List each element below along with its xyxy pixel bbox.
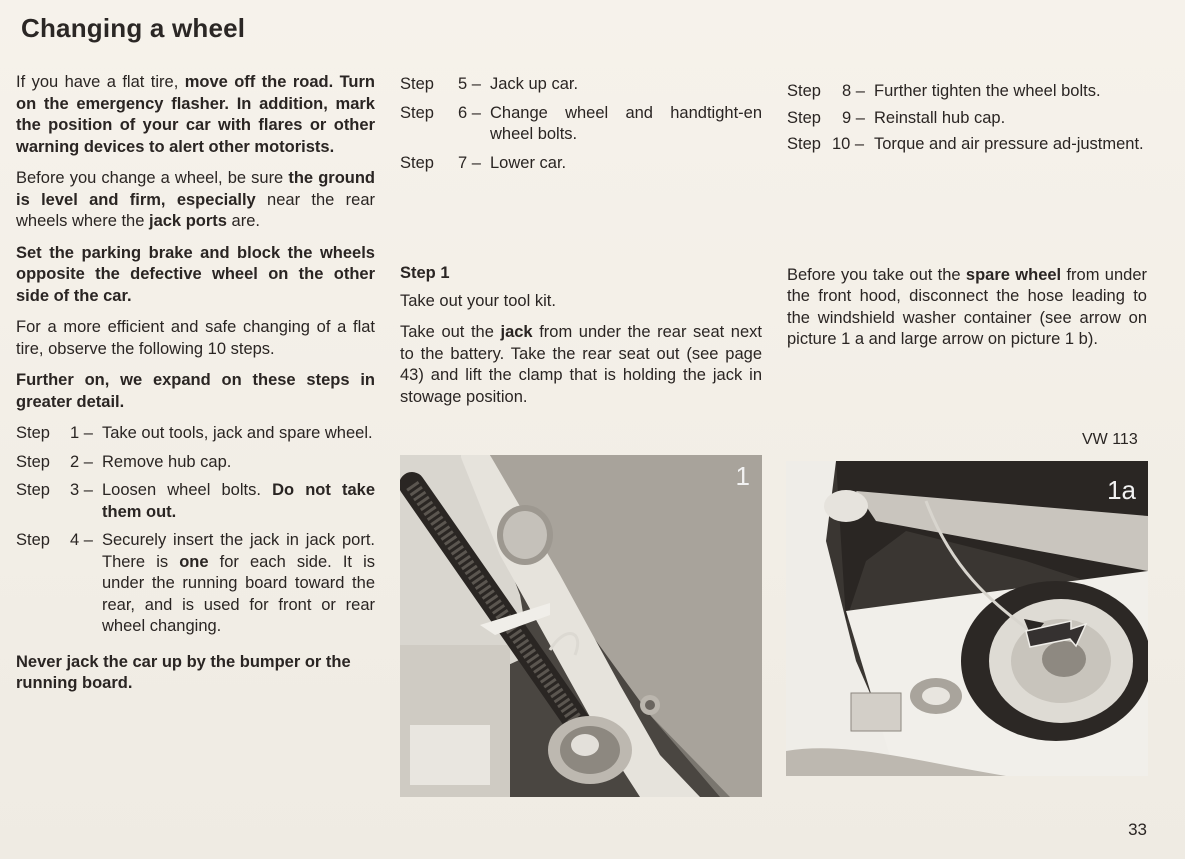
spare-text-1: Before you take out the	[787, 265, 966, 284]
step-text: Remove hub cap.	[102, 452, 232, 471]
middle-column	[400, 74, 762, 418]
step-label: Step	[16, 481, 50, 499]
step-number: 10 –	[832, 135, 865, 153]
jack-photo-illustration	[400, 455, 762, 797]
step-1-heading: Step 1	[400, 264, 450, 282]
step-text: Take out tools, jack and spare wheel.	[102, 424, 373, 442]
step-10-row	[787, 134, 1147, 156]
step-number: 8 –	[842, 82, 865, 100]
step-text: Reinstall hub cap.	[874, 108, 1006, 127]
ground-bold-2: jack ports	[149, 212, 227, 230]
ground-text-3: are.	[226, 212, 260, 230]
step-label: Step	[16, 452, 50, 471]
step-label: Step	[400, 103, 434, 122]
step-number: 5 –	[458, 75, 481, 93]
step-label: Step	[400, 75, 434, 93]
page-number: 33	[1128, 820, 1147, 839]
spare-text-2: from under the front hood, disconnect the hose leading to the windshield washer container (see arrow on picture 1 a and large arrow on picture 1 b).	[787, 265, 1147, 348]
parking-brake-bold: Set the parking brake and block the wheels opposite the defective wheel on the other side of the car.	[16, 243, 375, 305]
step-number: 6 –	[458, 103, 481, 122]
spare-wheel-paragraph	[787, 265, 1147, 351]
jack-paragraph	[400, 322, 762, 408]
photo-spare-wheel	[786, 461, 1148, 776]
page-title: Changing a wheel	[21, 13, 246, 43]
figure-1-label: 1	[735, 461, 750, 491]
step-number: 4 –	[70, 531, 93, 549]
photo-jack-stowage	[400, 455, 762, 797]
expand-bold: Further on, we expand on these steps in greater detail.	[16, 371, 375, 411]
step-text-plain: Securely insert the jack in jack port. There is	[102, 531, 375, 571]
parking-brake-paragraph	[16, 243, 375, 308]
step-label: Step	[400, 153, 434, 172]
ground-text-2: near the rear wheels where the	[16, 190, 376, 230]
tool-kit-paragraph: Take out your tool kit.	[400, 291, 556, 310]
step-text: Torque and air pressure ad-justment.	[874, 135, 1144, 153]
figure-code: VW 113	[1082, 431, 1138, 448]
step-8-row	[787, 81, 1147, 103]
step-text: Lower car.	[490, 153, 567, 172]
step-text: Further tighten the wheel bolts.	[874, 82, 1101, 100]
intro-text: If you have a flat tire,	[16, 73, 185, 91]
step-number: 3 –	[70, 481, 93, 499]
ground-paragraph	[16, 168, 375, 233]
ground-bold-1: the ground is level and firm, especially	[16, 169, 376, 209]
step-text-plain: Loosen wheel bolts.	[102, 481, 273, 499]
jack-bold: jack	[500, 323, 533, 341]
step-9-row	[787, 108, 1147, 130]
step-2-row	[16, 452, 375, 474]
step-label: Step	[787, 108, 821, 127]
ground-text-1: Before you change a wheel, be sure	[16, 169, 289, 187]
intro-bold: move off the road. Turn on the emergency flasher. In addition, mark the position of your car with flares or other warning devices to alert other motorists.	[16, 73, 376, 156]
step-label: Step	[16, 531, 50, 549]
right-column	[787, 81, 1147, 361]
left-column	[16, 72, 375, 705]
figure-1a-label: 1a	[1107, 475, 1136, 505]
step-number: 1 –	[70, 424, 93, 442]
step-text: Change wheel and handtight-en wheel bolts.	[490, 103, 762, 143]
step-text-plain-2: for each side. It is under the running board toward the rear, and is used for front or rear wheel changing.	[102, 552, 376, 635]
step-1-row	[16, 423, 375, 445]
step-text	[102, 480, 375, 523]
expand-paragraph	[16, 370, 375, 413]
step-3-row	[16, 480, 375, 523]
intro-paragraph	[16, 72, 375, 158]
step-label: Step	[787, 135, 821, 153]
ten-steps-paragraph: For a more efficient and safe changing of a flat tire, observe the following 10 steps.	[16, 318, 375, 358]
step-5-row	[400, 74, 762, 96]
step-label: Step	[787, 82, 821, 100]
step-text	[102, 530, 375, 638]
step-7-row	[400, 153, 762, 175]
warning-bold: Never jack the car up by the bumper or the running board.	[16, 652, 351, 692]
jack-text-1: Take out the	[400, 323, 501, 341]
step-label: Step	[16, 424, 50, 442]
step-text: Jack up car.	[490, 75, 579, 93]
step-number: 7 –	[458, 153, 481, 172]
warning-paragraph	[16, 652, 375, 695]
spare-bold: spare wheel	[965, 265, 1062, 284]
spare-wheel-photo-illustration	[786, 461, 1148, 776]
step-4-row	[16, 530, 375, 638]
step-6-row	[400, 103, 762, 146]
step-text-bold: Do not take them out.	[102, 481, 376, 521]
step-number: 2 –	[70, 452, 93, 471]
step-text-bold: one	[179, 552, 209, 571]
jack-text-2: from under the rear seat next to the battery. Take the rear seat out (see page 43) and lift the clamp that is holding the jack in stowage position.	[400, 323, 762, 406]
step-number: 9 –	[842, 108, 865, 127]
